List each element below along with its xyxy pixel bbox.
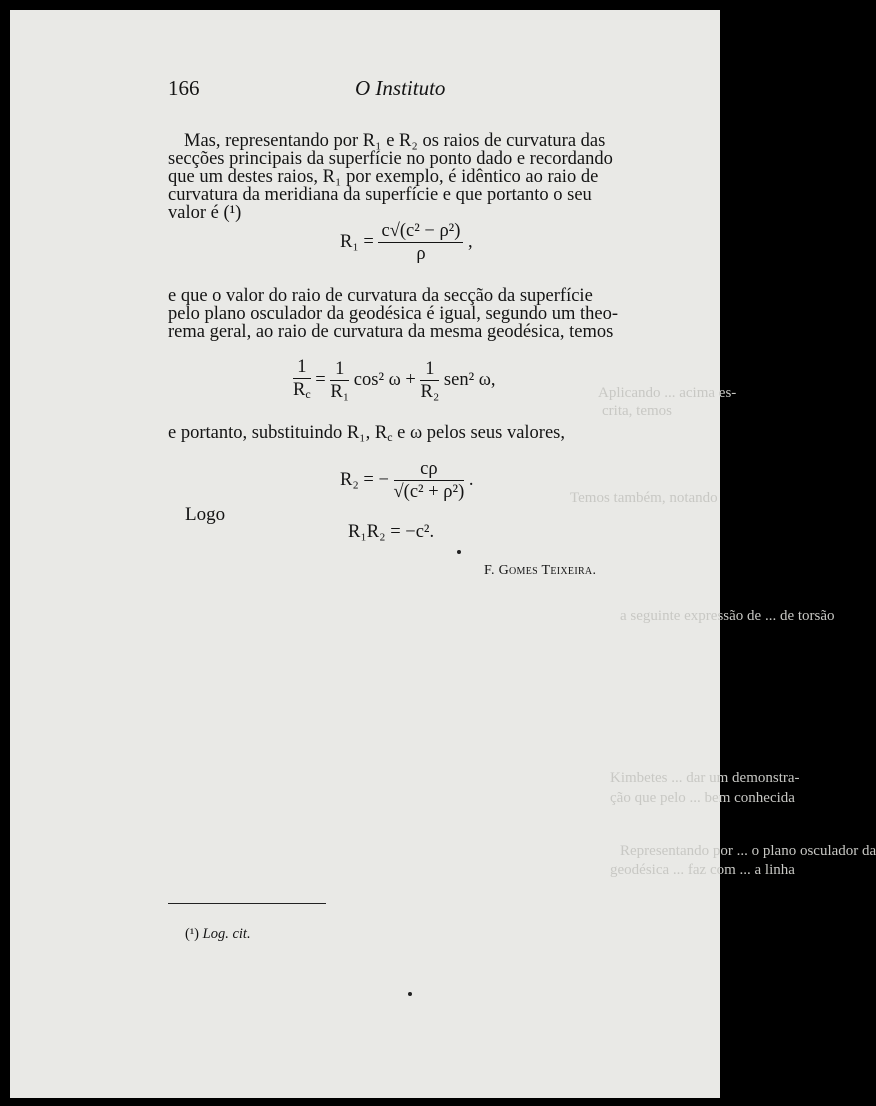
text-line: secções principais da superfície no ponto dado e recordando: [168, 149, 613, 169]
logo-word: Logo: [185, 504, 226, 525]
text-part: e ω pelos seus valores,: [392, 423, 566, 443]
bleed-text: ção que pelo ... bem conhecida: [610, 790, 795, 806]
eq2-cos-term: cos² ω +: [353, 369, 416, 390]
document-page: [10, 10, 876, 1098]
equation-1: [340, 220, 473, 265]
page-number: 166: [168, 76, 200, 100]
sub-c: c: [387, 430, 393, 444]
eq1-numerator: c√(c² − ρ²): [378, 220, 463, 243]
bleed-text: Kimbetes ... dar um demonstra-: [610, 770, 800, 786]
equation-4: R₁R₂ = −c².: [348, 522, 435, 542]
text-line: que um destes raios, R₁ por exemplo, é idêntico ao raio de: [168, 167, 599, 187]
eq2-sub-c: c: [305, 387, 311, 401]
equation-3: [340, 458, 473, 503]
bleed-text: a seguinte expressão de ... de torsão: [620, 608, 835, 624]
footnote-text: Log. cit.: [202, 926, 251, 942]
footnote-rule: [168, 903, 326, 904]
eq2-numerator: 1: [420, 358, 439, 381]
eq2-denominator: R₂: [420, 382, 440, 402]
print-speck: [457, 550, 461, 554]
bleed-text: geodésica ... faz com ... a linha: [610, 862, 795, 878]
bleed-text: Representando por ... o plano osculador da: [620, 843, 876, 859]
text-line: valor é (¹): [168, 203, 242, 223]
eq2-denominator: [293, 379, 311, 405]
paragraph-2: [168, 287, 648, 341]
eq1-denominator: ρ: [416, 244, 426, 264]
footnote-marker: (¹): [185, 926, 200, 942]
running-title: O Instituto: [355, 76, 446, 100]
eq3-lhs: R₂ = −: [340, 469, 389, 490]
eq2-r: R: [293, 380, 306, 400]
text-line: rema geral, ao raio de curvatura da mesma geodésica, temos: [168, 322, 614, 342]
eq1-comma: ,: [468, 231, 473, 252]
bleed-text: Temos também, notando: [570, 490, 718, 506]
text-part: e portanto, substituindo R₁, R: [168, 423, 388, 443]
eq2-equals: =: [315, 369, 326, 390]
eq3-period: .: [468, 469, 474, 490]
eq2-numerator: 1: [330, 358, 349, 381]
print-speck: [408, 992, 412, 996]
eq2-numerator: 1: [293, 356, 311, 379]
text-line: e que o valor do raio de curvatura da secção da superfície: [168, 286, 593, 306]
eq2-denominator: R₁: [330, 382, 350, 402]
eq3-denominator: √(c² + ρ²): [393, 482, 465, 502]
paragraph-1: [168, 132, 648, 222]
eq1-equals: =: [363, 231, 374, 252]
eq2-fraction-r2: [420, 358, 439, 403]
text-line: pelo plano osculador da geodésica é igual, segundo um theo-: [168, 304, 619, 324]
eq1-fraction: [378, 220, 463, 265]
eq2-fraction-rc: [293, 356, 311, 405]
equation-2: [293, 356, 496, 405]
paragraph-3: [168, 424, 648, 446]
eq3-fraction: [394, 458, 465, 503]
footnote: [185, 926, 251, 943]
eq3-numerator: cρ: [394, 458, 465, 481]
eq2-fraction-r1: [330, 358, 349, 403]
bleed-text: crita, temos: [602, 403, 672, 419]
bleed-text: Aplicando ... acima es-: [598, 385, 737, 401]
text-line: curvatura da meridiana da superfície e que portanto o seu: [168, 185, 592, 205]
eq1-lhs: R₁: [340, 231, 359, 252]
eq2-sen-term: sen² ω,: [443, 369, 496, 390]
text-line: Mas, representando por R₁ e R₂ os raios de curvatura das: [184, 131, 606, 151]
author-signature: F. Gomes Teixeira.: [484, 563, 597, 578]
text-line: [168, 424, 648, 446]
